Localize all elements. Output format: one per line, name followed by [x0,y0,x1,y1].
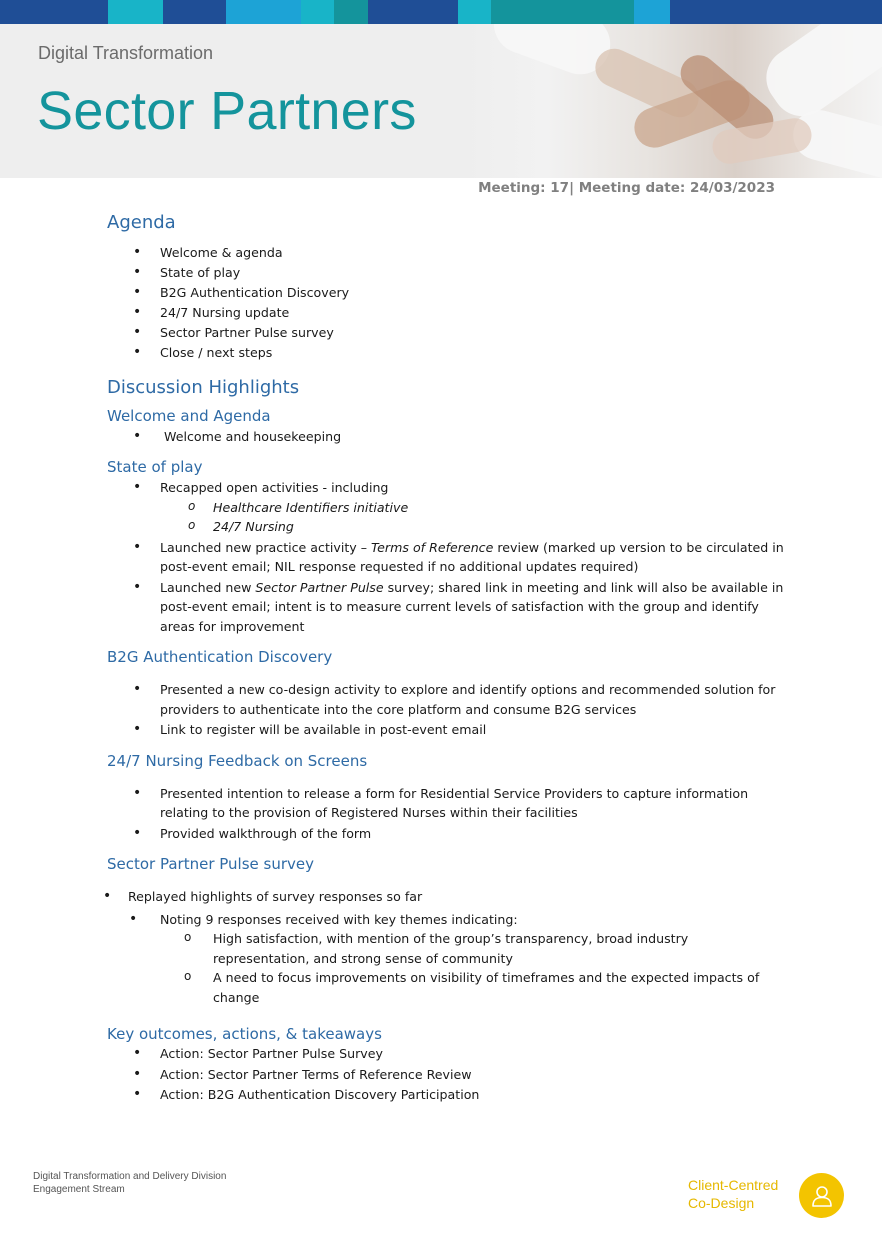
list-item: • Close / next steps [107,343,787,363]
outcomes-heading: Key outcomes, actions, & takeaways [107,1025,382,1044]
state-of-play-list [107,478,787,636]
list-item: • Replayed highlights of survey responses so far [103,887,787,907]
welcome-list [107,427,787,447]
list-item: • Link to register will be available in post-event email [107,720,787,740]
footer-brand [688,1176,778,1212]
outcomes-list [107,1044,787,1104]
text-run: Launched new practice activity – [160,539,372,555]
brand-line: Client-Centred [688,1177,779,1193]
nursing-list [107,784,787,844]
list-item: • Presented intention to release a form for Residential Service Providers to capture information relating to the provision of Registered Nurses within their facilities [107,784,787,823]
strip-segment [458,0,491,24]
list-item: • Sector Partner Pulse survey [107,323,787,343]
list-item [107,538,787,577]
list-item: • Welcome & agenda [107,243,787,263]
list-item: • B2G Authentication Discovery [107,283,787,303]
list-item [107,578,787,637]
text-run-italic: Sector Partner Pulse [255,579,384,595]
document-body [107,212,787,1104]
meeting-info: Meeting: 17| Meeting date: 24/03/2023 [478,180,775,196]
sub-list-item: o High satisfaction, with mention of the group’s transparency, broad industry representation, and strong sense of community [103,929,787,968]
strip-segment [108,0,163,24]
footer-line: Engagement Stream [33,1183,125,1195]
sub-list-item: o Healthcare Identifiers initiative [107,498,787,518]
list-item: • Provided walkthrough of the form [107,824,787,844]
strip-segment [163,0,226,24]
text-run: Launched new [160,579,256,595]
document-title: Sector Partners [37,81,417,141]
list-item: • State of play [107,263,787,283]
list-item: • Presented a new co-design activity to explore and identify options and recommended solution for providers to authenticate into the core platform and consume B2G services [107,680,787,719]
photo-hand [710,116,814,167]
list-item: • Recapped open activities - including [107,478,787,498]
list-item: • Action: B2G Authentication Discovery Participation [107,1085,787,1105]
state-of-play-heading: State of play [107,458,203,477]
welcome-heading: Welcome and Agenda [107,406,271,425]
list-item: • Action: Sector Partner Terms of Reference Review [107,1065,787,1085]
strip-segment [491,0,634,24]
footer-division [33,1171,226,1196]
nursing-heading: 24/7 Nursing Feedback on Screens [107,751,368,770]
sub-list-item: o 24/7 Nursing [107,517,787,537]
list-item: • Noting 9 responses received with key themes indicating: [103,910,787,930]
agenda-heading: Agenda [107,212,176,233]
strip-segment [226,0,301,24]
strip-segment [368,0,458,24]
b2g-heading: B2G Authentication Discovery [107,648,333,667]
person-icon [809,1183,835,1209]
document-kicker: Digital Transformation [38,43,214,63]
strip-segment [634,0,670,24]
agenda-list [107,243,787,363]
strip-segment [301,0,334,24]
text-run: review (marked up version to be circulated in post-event email; NIL response requested if no additional updates required) [160,539,784,575]
sub-list-item: o A need to focus improvements on visibility of timeframes and the expected impacts of change [103,968,787,1007]
header-banner [0,24,882,178]
strip-segment [0,0,108,24]
hands-together-photo [462,24,882,178]
footer-line: Digital Transformation and Delivery Division [33,1171,227,1182]
brand-line: Co-Design [688,1195,755,1211]
brand-badge [799,1173,844,1218]
b2g-list [107,680,787,740]
pulse-list [103,887,787,1007]
pulse-heading: Sector Partner Pulse survey [107,855,315,874]
text-run-italic: Terms of Reference [371,539,494,555]
discussion-heading: Discussion Highlights [107,376,300,398]
strip-segment [670,0,882,24]
text-run: survey; shared link in meeting and link will also be available in post-event email; intent is to measure current levels of satisfaction with the group and identify areas for improvement [160,579,784,634]
list-item: • 24/7 Nursing update [107,303,787,323]
list-item: • Welcome and housekeeping [107,427,787,447]
top-color-strip [0,0,882,24]
list-item: • Action: Sector Partner Pulse Survey [107,1044,787,1064]
strip-segment [334,0,368,24]
